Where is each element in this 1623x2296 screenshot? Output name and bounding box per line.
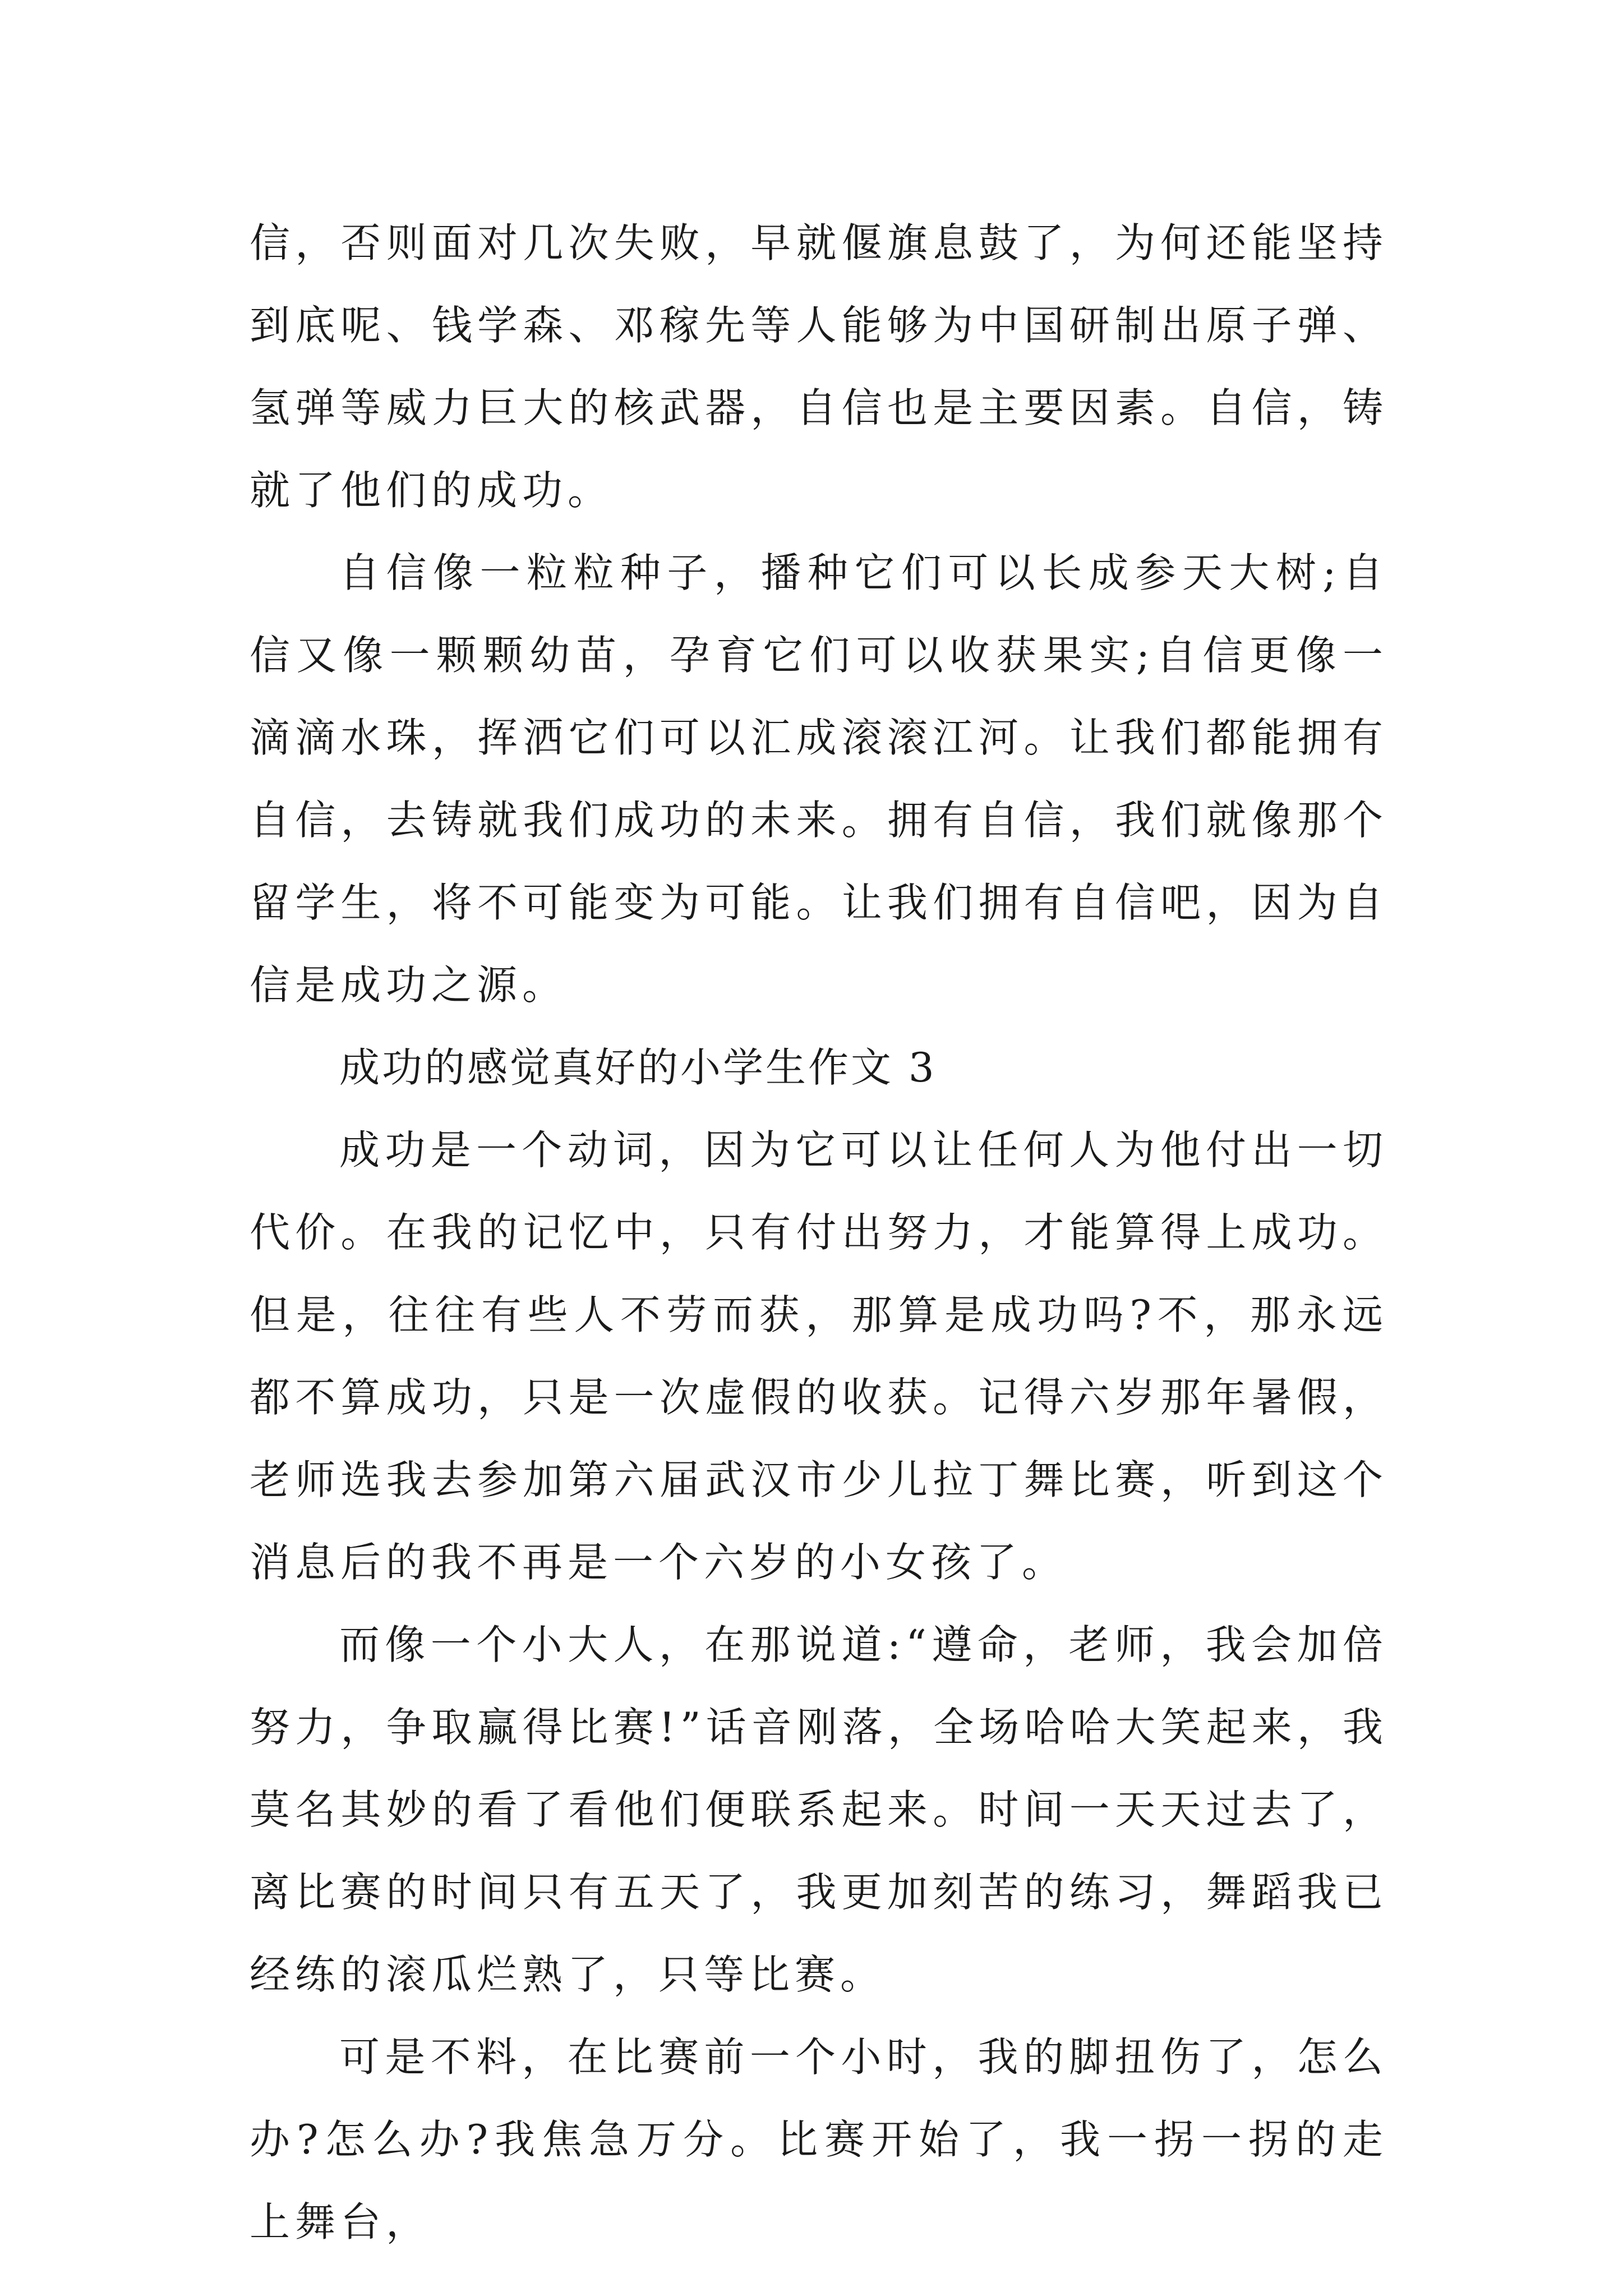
paragraph-continued: 信，否则面对几次失败，早就偃旗息鼓了，为何还能坚持到底呢、钱学森、邓稼先等人能够为中国研制出原子弹、氢弹等威力巨大的核武器，自信也是主要因素。自信，铸就了他们的成功。 — [250, 219, 1388, 514]
paragraph-little-adult: 而像一个小大人，在那说道:“遵命，老师，我会加倍努力，争取赢得比赛!”话音刚落，全场哈哈大笑起来，我莫名其妙的看了看他们便联系起来。时间一天天过去了，离比赛的时间只有五天了，我更加刻苦的练习，舞蹈我已经练的滚瓜烂熟了，只等比赛。 — [250, 1621, 1388, 1998]
essay-heading: 成功的感觉真好的小学生作文 3 — [339, 1044, 937, 1091]
document-body — [250, 202, 1388, 2263]
paragraph-success-verb: 成功是一个动词，因为它可以让任何人为他付出一切代价。在我的记忆中，只有付出努力，才能算得上成功。但是，往往有些人不劳而获，那算是成功吗?不，那永远都不算成功，只是一次虚假的收获。记得六岁那年暑假，老师选我去参加第六届武汉市少儿拉丁舞比赛，听到这个消息后的我不再是一个六岁的小女孩了。 — [250, 1126, 1388, 1586]
paragraph-confidence: 自信像一粒粒种子，播种它们可以长成参天大树;自信又像一颗颗幼苗，孕育它们可以收获果实;自信更像一滴滴水珠，挥洒它们可以汇成滚滚江河。让我们都能拥有自信，去铸就我们成功的未来。拥有自信，我们就像那个留学生，将不可能变为可能。让我们拥有自信吧，因为自信是成功之源。 — [250, 549, 1388, 1009]
paragraph-injury: 可是不料，在比赛前一个小时，我的脚扭伤了，怎么办?怎么办?我焦急万分。比赛开始了，我一拐一拐的走上舞台， — [250, 2033, 1388, 2246]
